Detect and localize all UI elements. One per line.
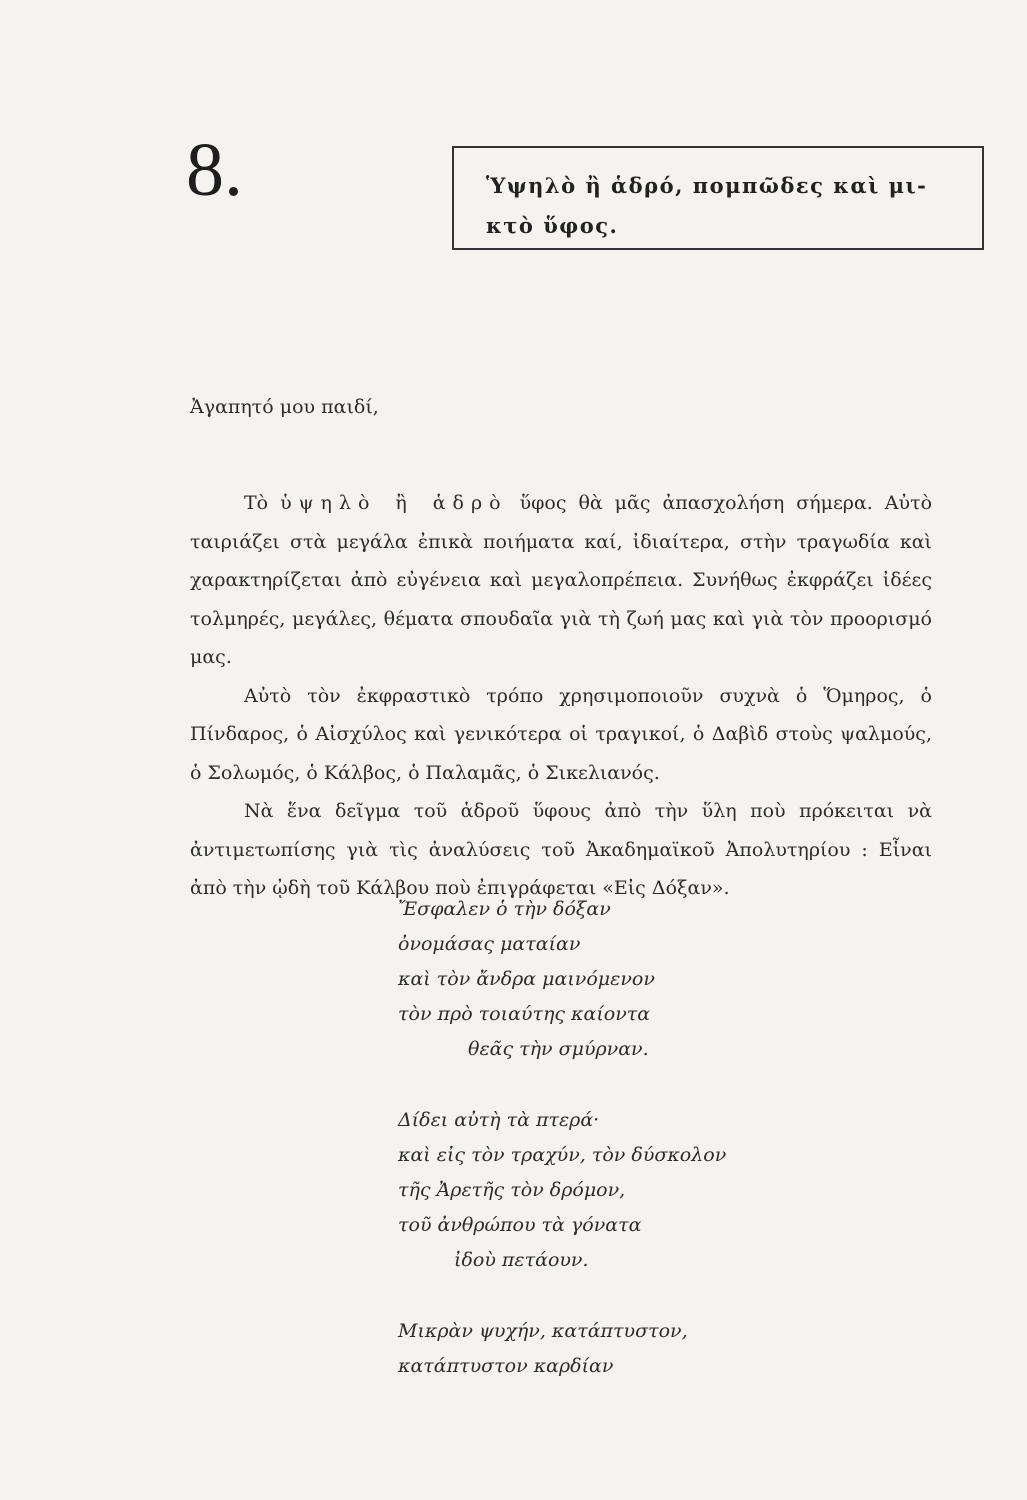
poem-stanza-3 (398, 1314, 726, 1384)
chapter-title-box (452, 146, 984, 250)
poem-stanza-2 (398, 1103, 726, 1278)
poem-line: θεᾶς τὴν σμύρναν. (468, 1038, 649, 1060)
body-text (190, 484, 932, 908)
poem-line: ἰδοὺ πετάουν. (454, 1249, 589, 1271)
chapter-title-line-1: Ὑψηλὸ ἢ ἁδρό, πομπῶδες καὶ μι- (486, 173, 928, 198)
poem-line: καὶ εἰς τὸν τραχύν, τὸν δύσκολον (398, 1144, 727, 1166)
salutation: Ἀγαπητό μου παιδί, (190, 396, 379, 418)
paragraph-1-lead: Τὸ (244, 492, 269, 514)
poem-line: τὸν πρὸ τοιαύτης καίοντα (398, 1003, 651, 1025)
poem-line: ὀνομάσας ματαίαν (398, 933, 581, 955)
poem-line: τῆς Ἀρετῆς τὸν δρόμον, (398, 1179, 626, 1201)
poem-line: Μικρὰν ψυχήν, κατάπτυστον, (398, 1320, 688, 1342)
poem-excerpt (398, 892, 726, 1420)
chapter-number: 8. (186, 128, 243, 212)
chapter-title-line-2: κτὸ ὕφος. (486, 213, 619, 238)
chapter-title (486, 166, 966, 246)
poem-line: καὶ τὸν ἄνδρα μαινόμενον (398, 968, 655, 990)
poem-line: κατάπτυστον καρδίαν (398, 1355, 614, 1377)
paragraph-3: Νὰ ἕνα δεῖγμα τοῦ ἁδροῦ ὕφους ἀπὸ τὴν ὕλη ποὺ πρόκειται νὰ ἀντιμετωπίσης γιὰ τὶς ἀναλύσεις τοῦ Ἀκαδημαϊκοῦ Ἀπολυτηρίου : Εἶναι ἀπὸ τὴν ᾠδὴ τοῦ Κάλβου ποὺ ἐπιγράφεται «Εἰς Δόξαν». (190, 800, 932, 899)
poem-line: τοῦ ἀνθρώπου τὰ γόνατα (398, 1214, 642, 1236)
poem-line: Ἔσφαλεν ὁ τὴν δόξαν (398, 898, 611, 920)
poem-stanza-1 (398, 892, 726, 1067)
paragraph-1-emphasis: ὑψηλὸ ἢ ἁδρὸ (280, 492, 508, 514)
poem-line: Δίδει αὐτὴ τὰ πτερά· (398, 1109, 600, 1131)
paragraph-2: Αὐτὸ τὸν ἐκφραστικὸ τρόπο χρησιμοποιοῦν συχνὰ ὁ Ὅμηρος, ὁ Πίνδαρος, ὁ Αἰσχύλος καὶ γενικότερα οἱ τραγικοί, ὁ Δαβὶδ στοὺς ψαλμούς, ὁ Σολωμός, ὁ Κάλβος, ὁ Παλαμᾶς, ὁ Σικελιανός. (190, 684, 932, 784)
paragraph-1 (190, 484, 932, 677)
paragraph-1-rest: ὕφος θὰ μᾶς ἀπασχολήση σήμερα. Αὐτὸ ταιριάζει στὰ μεγάλα ἐπικὰ ποιήματα καί, ἰδιαίτερα, στὴν τραγωδία καὶ χαρακτηρίζεται ἀπὸ εὐγένεια καὶ μεγαλοπρέπεια. Συνήθως ἐκφράζει ἰδέες τολμηρές, μεγάλες, θέματα σπουδαῖα γιὰ τὴ ζωή μας καὶ γιὰ τὸν προορισμό μας. (190, 492, 933, 668)
